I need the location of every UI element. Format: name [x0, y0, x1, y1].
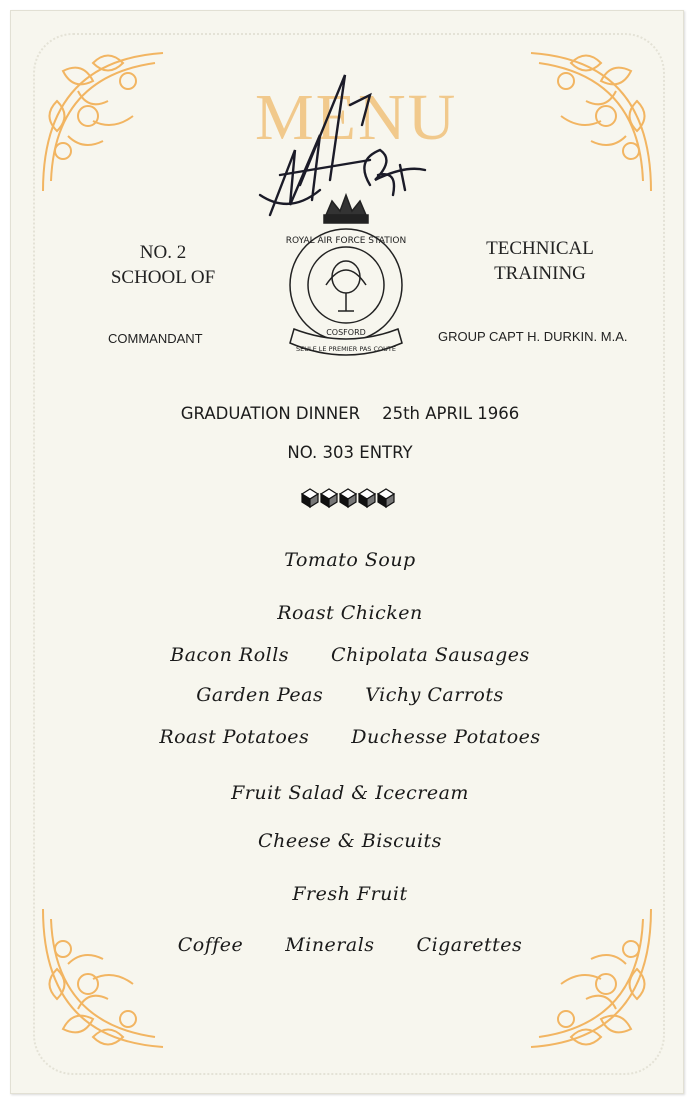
event-date: 25th APRIL 1966: [382, 404, 520, 423]
crest-station: COSFORD: [326, 328, 366, 337]
course-item: Cheese & Biscuits: [258, 830, 442, 852]
course-line: [100, 782, 600, 804]
corner-ornament-icon: [33, 41, 173, 201]
course-item: Roast Potatoes: [159, 726, 310, 748]
cube-divider-icon: [300, 487, 400, 509]
entry-label: NO. 303 ENTRY: [287, 443, 413, 462]
raf-cosford-crest: [276, 185, 416, 365]
course-line: [100, 602, 600, 624]
course-item: Duchesse Potatoes: [351, 726, 541, 748]
course-line: [100, 883, 600, 905]
course-item: Fresh Fruit: [292, 883, 408, 905]
event-line: [100, 404, 600, 423]
course-line: [100, 684, 600, 706]
course-item: Vichy Carrots: [365, 684, 504, 706]
course-item: Fruit Salad & Icecream: [231, 782, 469, 804]
school-header-right: [460, 236, 620, 286]
course-item: Chipolata Sausages: [331, 644, 530, 666]
corner-ornament-icon: [33, 899, 173, 1059]
header-line: SCHOOL OF: [110, 267, 216, 288]
menu-title: MENU: [255, 81, 458, 154]
course-line: [100, 644, 600, 666]
course-item: Garden Peas: [196, 684, 324, 706]
crest-ring-text: ROYAL AIR FORCE STATION: [285, 236, 407, 246]
course-item: Bacon Rolls: [170, 644, 290, 666]
course-item: Coffee: [177, 934, 244, 956]
course-line: [100, 726, 600, 748]
commandant-label: COMMANDANT: [108, 331, 203, 346]
course-line: [100, 549, 600, 571]
course-line: [100, 830, 600, 852]
course-item: Cigarettes: [416, 934, 523, 956]
header-line: NO. 2: [139, 242, 187, 263]
header-line: TRAINING: [494, 263, 586, 284]
course-item: Minerals: [285, 934, 375, 956]
course-item: Roast Chicken: [277, 602, 423, 624]
event-title: GRADUATION DINNER: [180, 404, 361, 423]
corner-ornament-icon: [521, 899, 661, 1059]
corner-ornament-icon: [521, 41, 661, 201]
course-item: Tomato Soup: [284, 549, 416, 571]
course-line: [100, 934, 600, 956]
header-line: TECHNICAL: [486, 238, 594, 259]
crest-motto: SEULE LE PREMIER PAS COUTE: [296, 345, 396, 353]
commandant-name: GROUP CAPT H. DURKIN. M.A.: [438, 329, 628, 344]
school-header-left: [88, 240, 238, 290]
